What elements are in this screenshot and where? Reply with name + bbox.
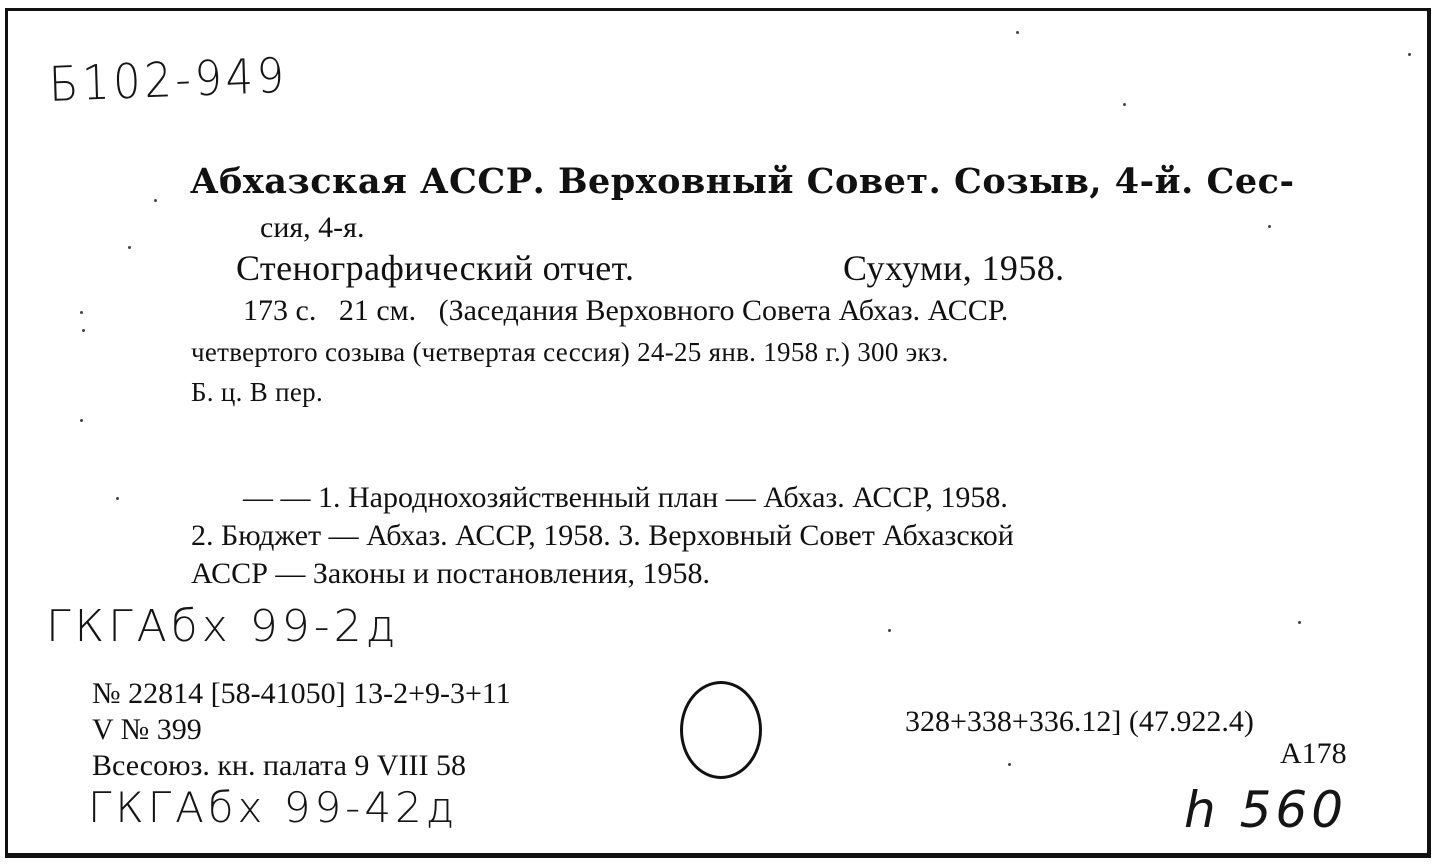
handwritten-shelfmark-1: ГКГАбх 99-2д bbox=[46, 601, 400, 652]
index-code: А178 bbox=[1280, 737, 1347, 770]
title-place-year: Сухуми, 1958. bbox=[843, 248, 1065, 288]
scan-speck bbox=[1008, 763, 1011, 766]
heading-line-1: Абхазская АССР. Верховный Совет. Созыв, 4-й. Сес- bbox=[190, 161, 1295, 202]
collation-line-3: Б. ц. В пер. bbox=[191, 377, 323, 407]
scan-speck bbox=[888, 629, 891, 632]
scan-speck bbox=[80, 311, 83, 314]
handwritten-shelfmark-2: ГКГАбх 99-42д bbox=[88, 783, 459, 832]
scan-speck bbox=[154, 199, 157, 202]
title-line: Стенографический отчет. bbox=[236, 248, 635, 288]
scan-speck bbox=[1298, 621, 1301, 624]
registry-line-1: № 22814 [58-41050] 13-2+9-3+11 bbox=[92, 677, 511, 710]
scan-speck bbox=[1268, 225, 1271, 228]
catalog-card bbox=[5, 8, 1431, 858]
hand-drawn-circle-mark bbox=[680, 681, 762, 779]
heading-line-2: сия, 4-я. bbox=[260, 211, 365, 244]
scan-speck bbox=[80, 419, 83, 422]
subjects-line-1: — — 1. Народнохозяйственный план — Абхаз. АССР, 1958. bbox=[243, 481, 1008, 514]
scan-speck bbox=[1408, 53, 1411, 56]
classification-code: 328+338+336.12] (47.922.4) bbox=[905, 705, 1254, 738]
scan-speck bbox=[116, 497, 119, 500]
scan-speck bbox=[1123, 103, 1126, 106]
registry-line-3: Всесоюз. кн. палата 9 VIII 58 bbox=[92, 749, 467, 782]
collation-line-1: 173 с. 21 см. (Заседания Верховного Совета Абхаз. АССР. bbox=[243, 294, 1009, 327]
scan-speck bbox=[1016, 31, 1019, 34]
subjects-line-2: 2. Бюджет — Абхаз. АССР, 1958. 3. Верховный Совет Абхазской bbox=[191, 519, 1014, 552]
handwritten-number: h 560 bbox=[1184, 781, 1348, 839]
collation-line-2: четвертого созыва (четвертая сессия) 24-25 янв. 1958 г.) 300 экз. bbox=[191, 337, 949, 367]
subjects-line-3: АССР — Законы и постановления, 1958. bbox=[191, 557, 710, 590]
scan-speck bbox=[128, 246, 131, 249]
scan-speck bbox=[82, 329, 85, 332]
registry-line-2: V № 399 bbox=[92, 713, 202, 746]
call-number-handwritten: Б102-949 bbox=[48, 47, 289, 113]
